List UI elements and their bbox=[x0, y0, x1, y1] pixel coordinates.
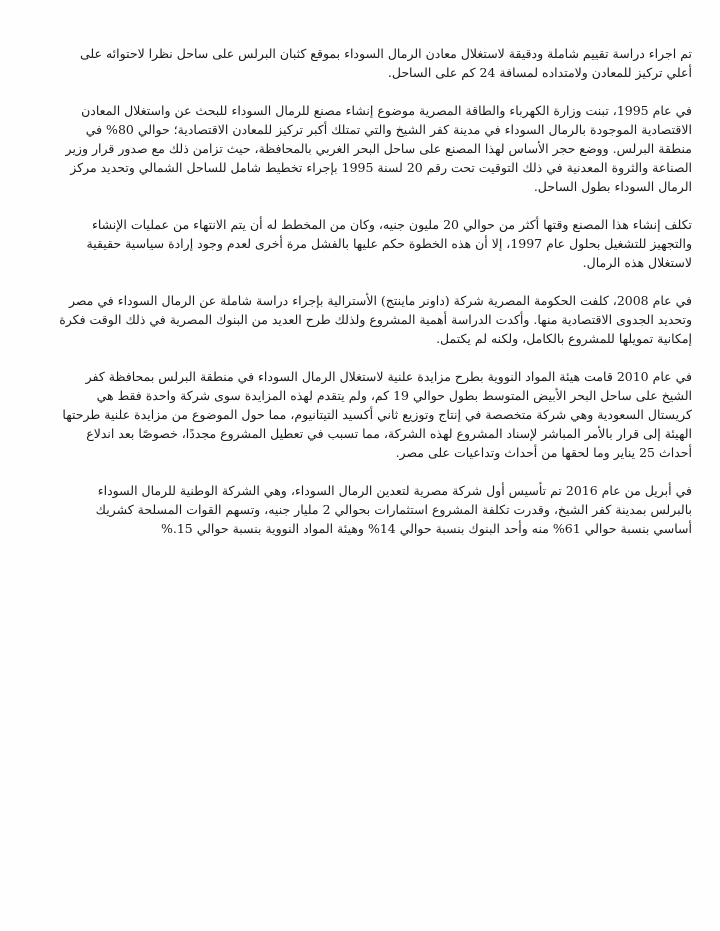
paragraph-2008-study: في عام 2008، كلفت الحكومة المصرية شركة (داونر ماينتج) الأسترالية بإجراء دراسة شاملة عن الرمال السوداء في مصر وتحديد الجدوى الاقتصادية منها. وأكدت الدراسة أهمية المشروع ولذلك طرح العديد من البنوك المصرية في ذلك الوقت فكرة إمكانية تمويلها للمشروع بالكامل، ولكنه لم يكتمل. bbox=[59, 293, 692, 346]
paragraph-2010-auction: في عام 2010 قامت هيئة المواد النووية بطرح مزايدة علنية لاستغلال الرمال السوداء في منطقة البرلس بمحافظة كفر الشيخ على ساحل البحر الأبيض المتوسط بطول حوالي 19 كم، ولم يتقدم لهذه المزايدة سوى شركة واحدة فقط هي كريستال السعودية وهي شركة متخصصة في إنتاج وتوزيع ثاني أكسيد التيتانيوم، مما حول الموضوع من مزايدة علنية طرحتها الهيئة إلى قرار بالأمر المباشر لإسناد المشروع لهذه الشركة، مما تسبب في تعطيل المشروع مجددًا، خصوصًا بعد اندلاع أحداث 25 يناير وما لحقها من أحداث وتداعيات على مصر. bbox=[62, 369, 692, 460]
paragraph-factory-cost: تكلف إنشاء هذا المصنع وقتها أكثر من حوالي 20 مليون جنيه، وكان من المخطط له أن يتم الانتهاء من عمليات الإنشاء والتجهيز للتشغيل بحلول عام 1997، إلا أن هذه الخطوة حكم عليها بالفشل مرة أخرى لعدم وجود إرادة سياسية حقيقية لاستغلال هذه الرمال. bbox=[86, 217, 692, 270]
paragraph-1995-factory: في عام 1995، تبنت وزارة الكهرباء والطاقة المصرية موضوع إنشاء مصنع للرمال السوداء للبحث عن واستغلال المعادن الاقتصادية الموجودة بالرمال السوداء في مدينة كفر الشيخ والتي تمتلك أكبر تركيز للمعادن الاقتصادية؛ حوالي 80% في منطقة البرلس. ووضع حجر الأساس لهذا المصنع على ساحل البحر الغربي بالمحافظة، حيث تزامن ذلك مع صدور قرار وزير الصناعة والثروة المعدنية في ذلك التوقيت تحت رقم 20 لسنة 1995 بإجراء تخطيط شامل للساحل الشمالي وتحديد مركز الرمال السوداء بطول الساحل. bbox=[65, 103, 692, 194]
paragraph-2016-company: في أبريل من عام 2016 تم تأسيس أول شركة مصرية لتعدين الرمال السوداء، وهي الشركة الوطنية للرمال السوداء بالبرلس بمدينة كفر الشيخ، وقدرت تكلفة المشروع استثمارات بحوالي 2 مليار جنيه، وتسهم القوات المسلحة كشريك أساسي بنسبة حوالي 61% منه وأحد البنوك بنسبة حوالي 14% وهيئة المواد النووية بنسبة حوالي 15.% bbox=[95, 483, 692, 536]
document-body bbox=[56, 44, 692, 557]
paragraph-study-assessment: تم اجراء دراسة تقييم شاملة ودقيقة لاستغلال معادن الرمال السوداء بموقع كثبان البرلس على ساحل نظرا لاحتوائه على أعلي تركيز للمعادن ولامتداده لمسافة 24 كم على الساحل. bbox=[79, 46, 692, 80]
